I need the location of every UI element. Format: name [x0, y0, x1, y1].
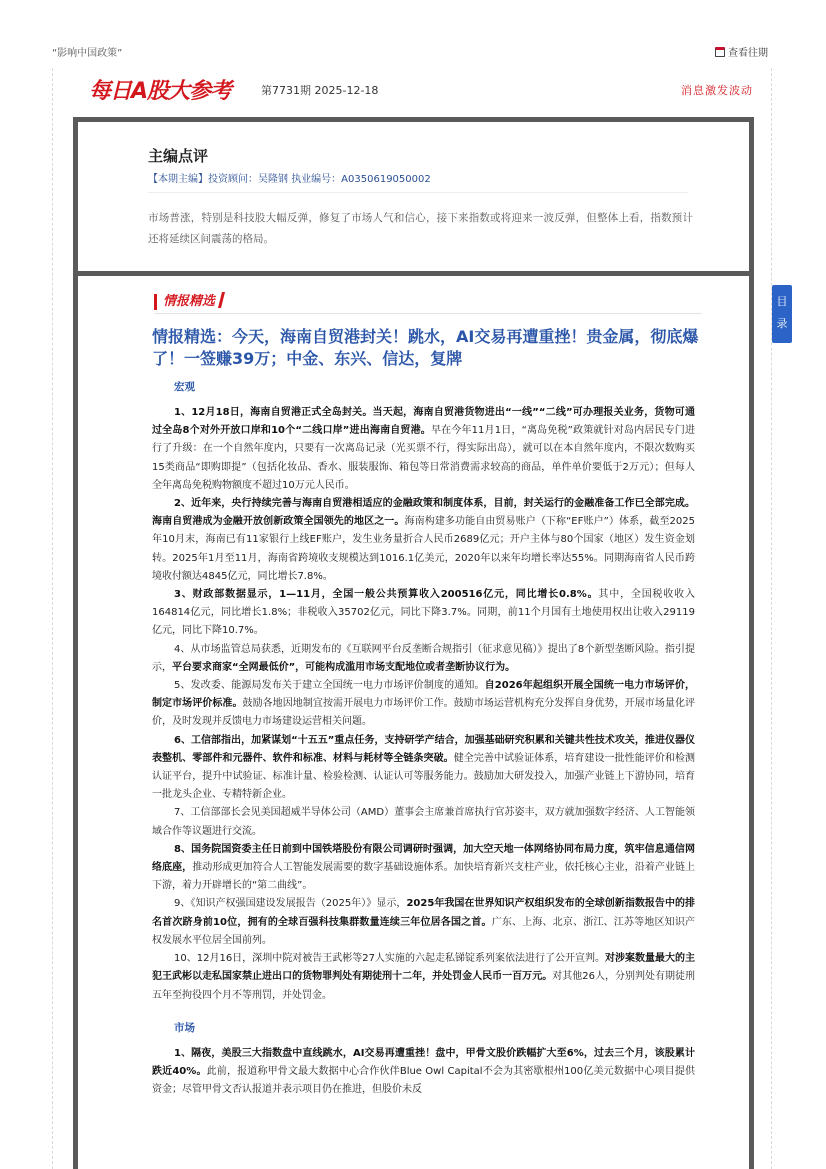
news-item-text: 此前，报道称甲骨文最大数据中心合作伙伴Blue Owl Capital不会为其密歇根州100亿美元数据中心项目提供资金；尽管甲骨文否认报道并表示项目仍在推进，但股价未反: [152, 1065, 696, 1096]
masthead: [53, 70, 771, 112]
history-label: 查看往期: [728, 48, 768, 59]
calendar-icon: [715, 47, 725, 57]
news-item-text: 鼓励各地因地制宜按需开展电力市场评价工作。鼓励市场运营机构充分发挥自身优势，开展市场量化评价，及时发现并反馈电力市场建设运营相关问题。: [152, 698, 696, 728]
news-item: [152, 677, 695, 732]
news-item-text: 5、发改委、能源局发布关于建立全国统一电力市场评价制度的通知。: [174, 680, 485, 692]
editor-title: 主编点评: [148, 147, 209, 165]
motto: 消息激发波动: [681, 84, 753, 97]
news-item-highlight: 自2026年起组织开展全国统一电力市场评价，制定市场评价标准。: [152, 680, 695, 710]
top-bar: [0, 0, 826, 64]
news-item-text: 10、12月16日，深圳中院对被告王武彬等27人实施的六起走私锑锭系列案依法进行了公开宣判。: [174, 953, 605, 965]
news-item-text: 7、工信部部长会见美国超威半导体公司（AMD）董事会主席兼首席执行官苏姿丰，双方就加强数字经济、人工智能领域合作等议题进行交流。: [152, 807, 695, 837]
news-item-highlight: 1、隔夜，美股三大指数盘中直线跳水，AI交易再遭重挫！盘中，甲骨文股价跌幅扩大至6%，过去三个月，该股累计跌近40%。: [152, 1047, 695, 1077]
toc-button[interactable]: [772, 285, 792, 343]
macro-heading: 宏观: [174, 381, 195, 393]
news-item: [152, 732, 695, 805]
history-link[interactable]: [715, 44, 768, 59]
news-item-highlight: 2、近年来，央行持续完善与海南自贸港相适应的金融政策和制度体系，目前，封关运行的金融准备工作已全部完成。海南自贸港成为金融开放创新政策全国领先的地区之一。: [152, 498, 695, 528]
news-item-text: 健全完善中试验证体系，培育建设一批性能评价和检测认证平台，提升中试验证、标准计量、检验检测、认证认可等服务能力。鼓励加大研发投入，加强产业链上下游协同，培育一批龙头企业、专精特新企业。: [152, 752, 696, 801]
news-item-text: 9、《知识产权强国建设发展报告（2025年）》显示，: [174, 898, 407, 910]
macro-list: [152, 404, 695, 1005]
article-body: [152, 378, 695, 1099]
news-item-highlight: 平台要求商家“全网最低价”，可能构成滥用市场支配地位或者垄断协议行为。: [172, 661, 516, 673]
news-item: [152, 404, 695, 495]
news-item-highlight: 8、国务院国资委主任日前到中国铁塔股份有限公司调研时强调，加大空天地一体网络协同布局力度，筑牢信息通信网络底座，: [152, 843, 695, 874]
headline: 情报精选：今天，海南自贸港封关！跳水，AI交易再遭重挫！贵金属，彻底爆了！一签赚39万；中金、东兴、信达，复牌: [152, 327, 699, 368]
news-item-text: 早在今年11月1日，“离岛免税”政策就针对岛内居民专门进行了升级：在一个自然年度内，只要有一次离岛记录（光买票不行，得实际出岛），就可以在本自然年度内，不限次数购买15类商品“即购即提”（包括化妆品、香水、服装服饰、箱包等日常消费需求较高的商品，单件单价要低于2万元）；但每人全年离岛免税购物额度不超过10万元人民币。: [152, 425, 695, 491]
news-item: [152, 586, 695, 641]
news-item-highlight: 2025年我国在世界知识产权组织发布的全球创新指数报告中的排名首次跻身前10位，拥有的全球百强科技集群数量连续三年位居各国之首。: [152, 898, 695, 928]
editor-comment: 市场普涨，特别是科技股大幅反弹，修复了市场人气和信心，接下来指数或将迎来一波反弹，但整体上看，指数预计还将延续区间震荡的格局。: [148, 212, 693, 245]
section-tag-label: 情报精选: [154, 294, 215, 310]
news-item-text: 对其他26人，分别判处有期徒刑五年至拘役四个月不等刑罚，并处罚金。: [152, 971, 695, 1001]
news-item-text: 广东、上海、北京、浙江、江苏等地区知识产权发展水平位居全国前列。: [152, 916, 696, 946]
news-item-text: 海南构建多功能自由贸易账户（下称“EF账户”）体系，截至2025年10月末，海南已有11家银行上线EF账户，发生业务量折合人民币2689亿元；开户主体与80个国家（地区）发生资金划转。2025年1月至11月，海南省跨境收支规模达到1016.1亿美元，2020年以来年均增长率达55%。同期海南省人民币跨境收付额达4845亿元，同比增长7.8%。: [152, 516, 696, 582]
section-tag: [154, 294, 702, 314]
news-item: [152, 1045, 695, 1100]
news-item: [152, 841, 695, 896]
market-heading: 市场: [174, 1021, 195, 1034]
news-item: [152, 495, 695, 586]
editor-comment-box: [73, 117, 754, 277]
news-item-highlight: 1、12月18日，海南自贸港正式全岛封关。当天起，海南自贸港货物进出“一线”“二线”可办理报关业务，货物可通过全岛8个对外开放口岸和10个“二线口岸”进出海南自贸港。: [152, 407, 695, 437]
news-item-text: 4、从市场监管总局获悉，近期发布的《互联网平台反垄断合规指引（征求意见稿）》提出了8个新型垄断风险。指引提示，: [152, 643, 695, 673]
tag-accent-icon: [218, 292, 225, 308]
news-item: [152, 895, 695, 950]
news-item: [152, 950, 695, 1005]
slogan: “影响中国政策”: [52, 48, 123, 59]
news-item-text: 其中，全国税收收入164814亿元，同比增长1.8%；非税收入35702亿元，同比下降3.7%。同期，前11个月国有土地使用权出让收入29119亿元，同比下降10.7%。: [152, 589, 695, 637]
news-item-highlight: 对涉案数量最大的主犯王武彬以走私国家禁止进出口的货物罪判处有期徒刑十二年，并处罚金人民币一百万元。: [152, 953, 695, 983]
news-item-highlight: 3、财政部数据显示，1—11月，全国一般公共预算收入200516亿元，同比增长0.8%。: [174, 589, 599, 601]
news-item-highlight: 6、工信部指出，加紧谋划“十五五”重点任务，支持研学产结合，加强基础研究积累和关键共性技术攻关，推进仪器仪表整机、零部件和元器件、软件和标准、材料与耗材等全链条突破。: [152, 734, 695, 764]
divider: [148, 192, 688, 193]
news-item: [152, 804, 695, 840]
toc-label: 目录: [776, 295, 788, 330]
news-item: [152, 641, 695, 677]
logo: 每日A股大参考: [89, 79, 232, 104]
news-section: [73, 271, 754, 1169]
editor-byline: 【本期主编】投资顾问：吴隆钢 执业编号：A0350619050002: [148, 174, 431, 185]
news-item-text: 推动形成更加符合人工智能发展需要的数字基础设施体系。加快培育新兴支柱产业，依托核心主业，沿着产业链上下游，着力开辟增长的“第二曲线”。: [152, 862, 696, 892]
issue-date: 第7731期 2025-12-18: [261, 84, 379, 97]
market-list: [152, 1045, 695, 1100]
